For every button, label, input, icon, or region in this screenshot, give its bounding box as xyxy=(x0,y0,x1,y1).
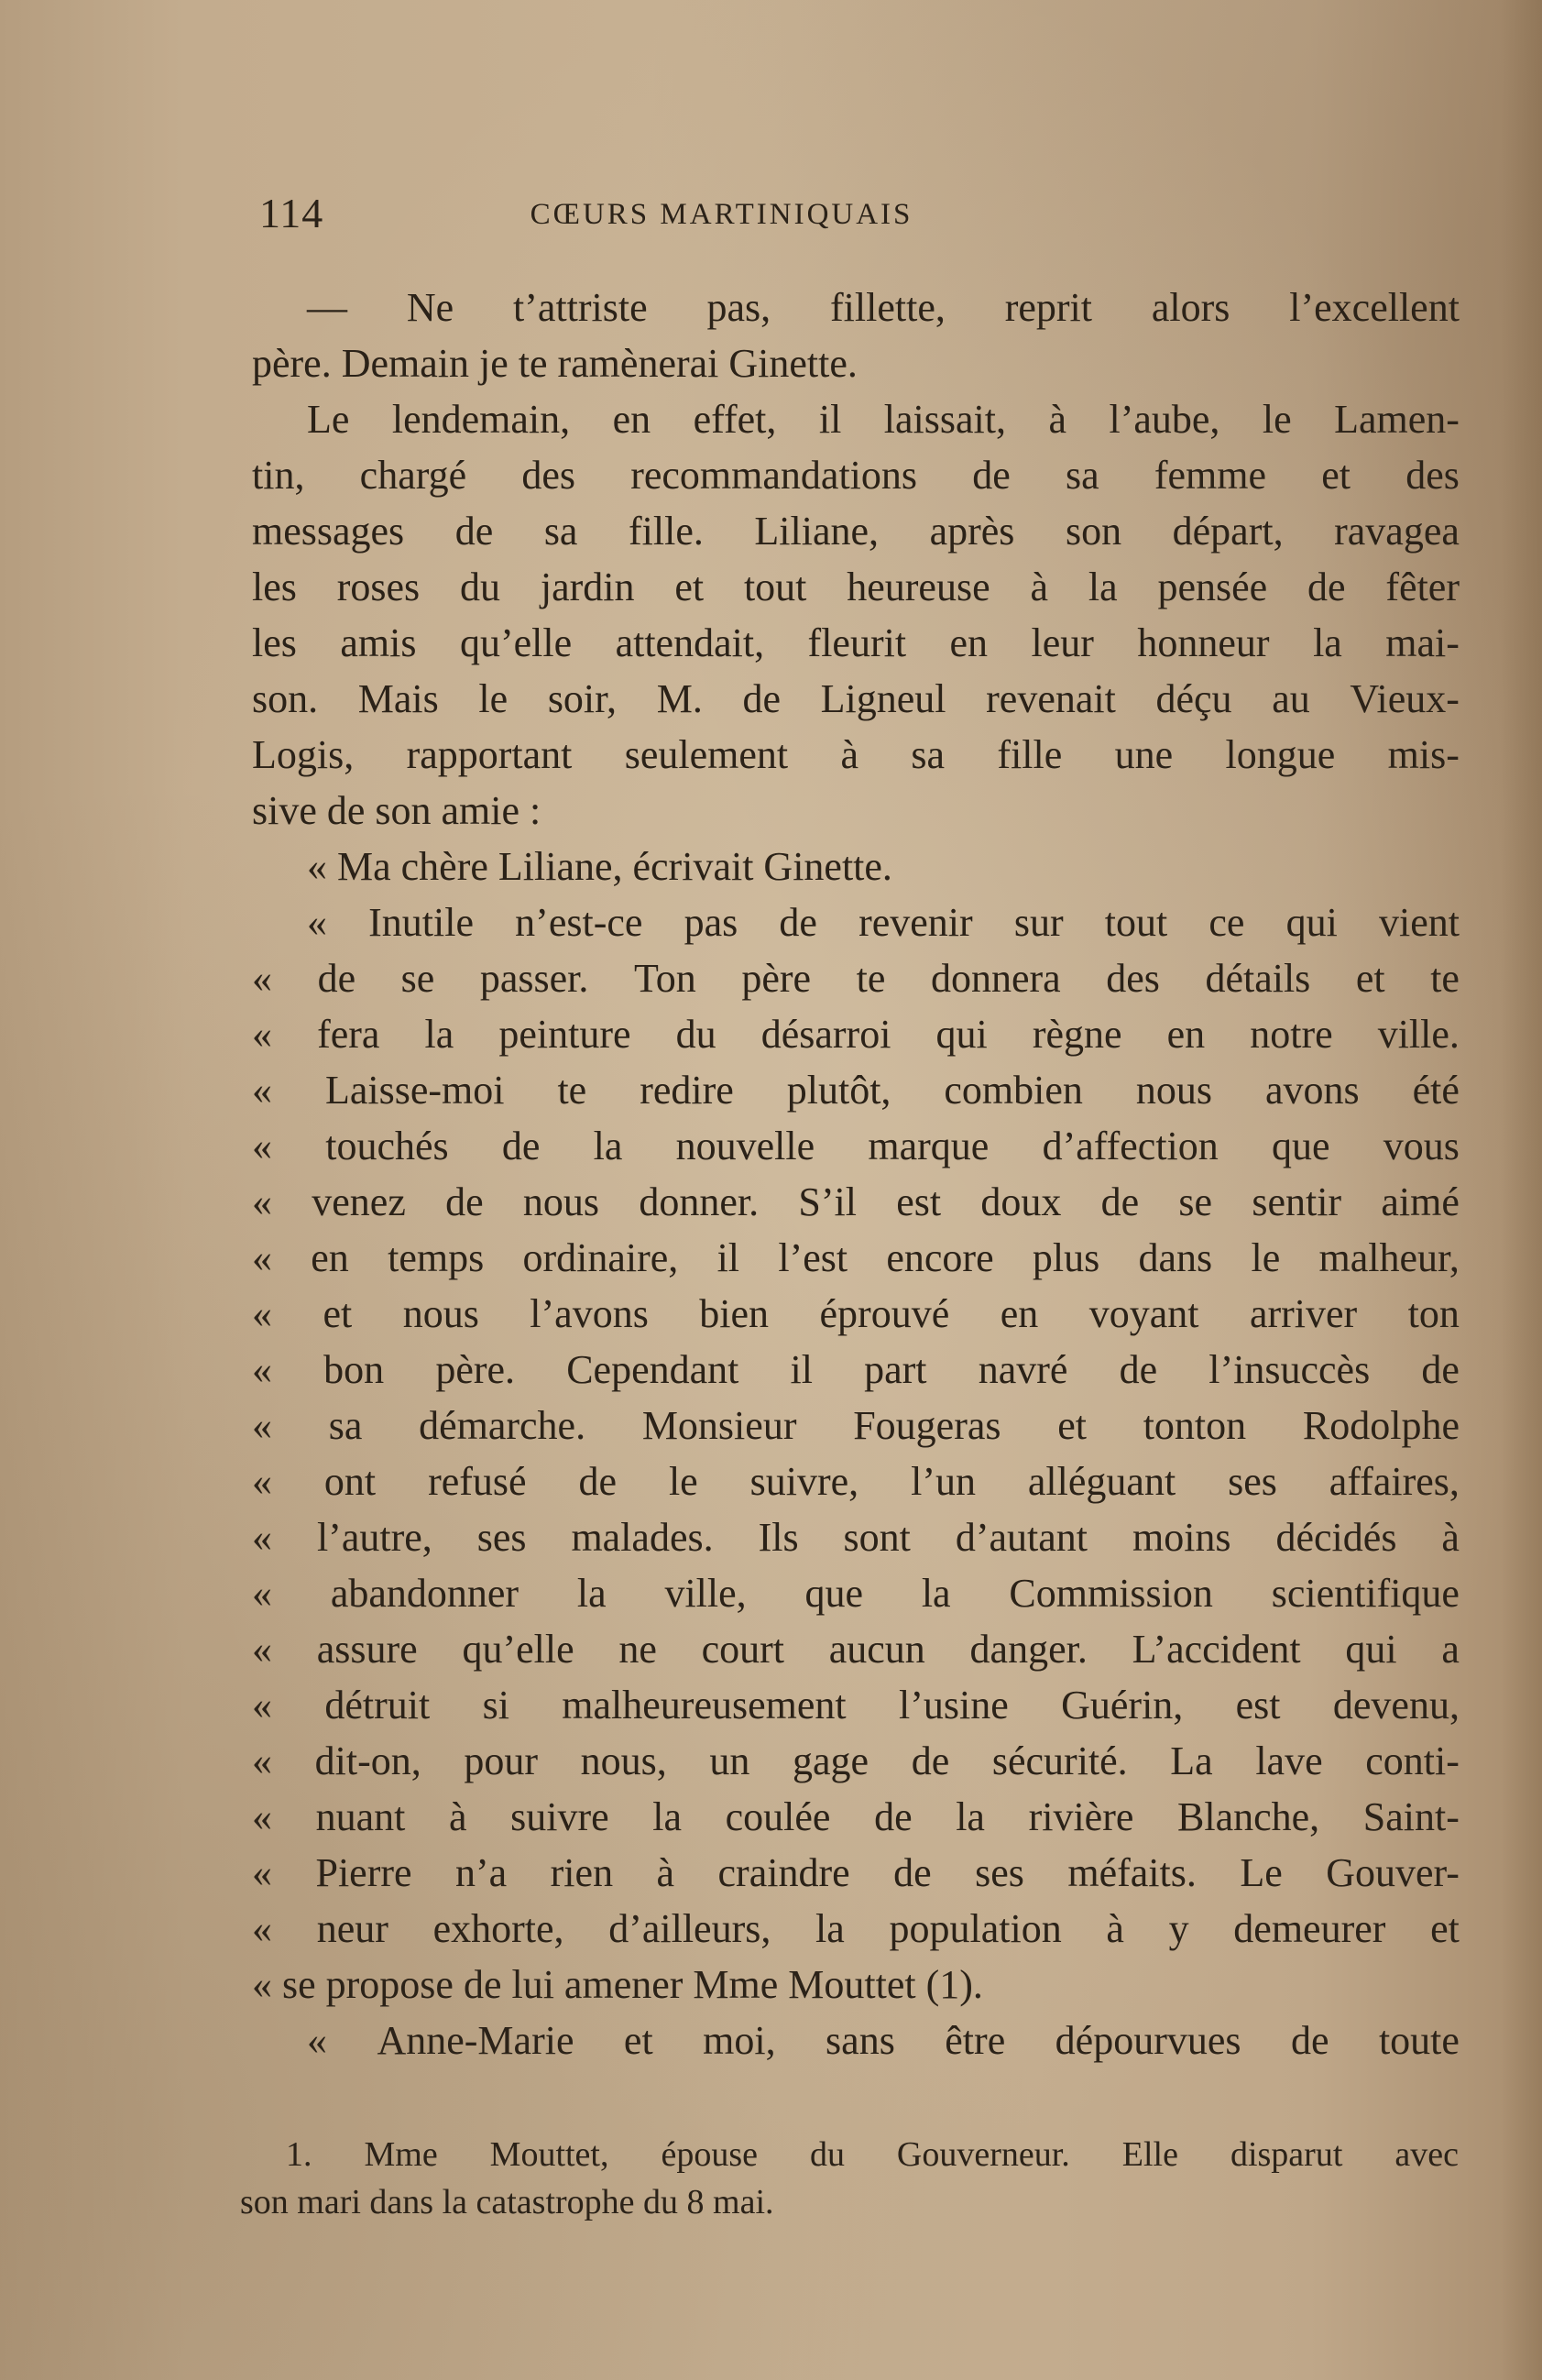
text-line: « touchés de la nouvelle marque d’affection que vous xyxy=(252,1124,1460,1168)
text-line: les amis qu’elle attendait, fleurit en leur honneur la mai- xyxy=(252,620,1460,665)
text-line: Le lendemain, en effet, il laissait, à l’aube, le Lamen- xyxy=(307,397,1460,442)
footnote-line: 1. Mme Mouttet, épouse du Gouverneur. Elle disparut avec xyxy=(286,2135,1459,2174)
text-line: « ont refusé de le suivre, l’un alléguant ses affaires, xyxy=(252,1459,1460,1504)
text-line: « en temps ordinaire, il l’est encore plus dans le malheur, xyxy=(252,1235,1460,1280)
text-line: « venez de nous donner. S’il est doux de se sentir aimé xyxy=(252,1179,1460,1224)
text-line: « détruit si malheureusement l’usine Guérin, est devenu, xyxy=(252,1683,1460,1727)
text-line: « se propose de lui amener Mme Mouttet (1). xyxy=(252,1962,983,2007)
body-text xyxy=(252,280,1460,2068)
text-line: « Pierre n’a rien à craindre de ses méfaits. Le Gouver- xyxy=(252,1850,1460,1895)
text-line: « abandonner la ville, que la Commission scientifique xyxy=(252,1571,1460,1616)
page-edge-shadow xyxy=(1501,0,1542,2380)
text-line: « bon père. Cependant il part navré de l’insuccès de xyxy=(252,1347,1460,1392)
text-line: « Inutile n’est-ce pas de revenir sur tout ce qui vient xyxy=(307,900,1460,945)
text-line: « Anne-Marie et moi, sans être dépourvues de toute xyxy=(307,2018,1460,2063)
text-line: père. Demain je te ramènerai Ginette. xyxy=(252,341,858,386)
text-line: « dit-on, pour nous, un gage de sécurité. La lave conti- xyxy=(252,1738,1460,1783)
text-line: les roses du jardin et tout heureuse à la pensée de fêter xyxy=(252,565,1460,609)
text-line: « nuant à suivre la coulée de la rivière Blanche, Saint- xyxy=(252,1794,1460,1839)
page-header xyxy=(252,189,1109,244)
footnote-line: son mari dans la catastrophe du 8 mai. xyxy=(240,2183,774,2221)
text-line: « de se passer. Ton père te donnera des détails et te xyxy=(252,956,1460,1001)
text-line: « Ma chère Liliane, écrivait Ginette. xyxy=(307,844,892,889)
running-title: CŒURS MARTINIQUAIS xyxy=(530,198,913,231)
page-number: 114 xyxy=(259,190,324,236)
footnote xyxy=(240,2131,1459,2226)
text-line: tin, chargé des recommandations de sa femme et des xyxy=(252,453,1460,498)
text-line: « fera la peinture du désarroi qui règne en notre ville. xyxy=(252,1012,1460,1057)
text-line: « et nous l’avons bien éprouvé en voyant arriver ton xyxy=(252,1291,1460,1336)
text-line: « assure qu’elle ne court aucun danger. L’accident qui a xyxy=(252,1627,1460,1672)
text-line: « Laisse-moi te redire plutôt, combien nous avons été xyxy=(252,1068,1460,1113)
text-line: « sa démarche. Monsieur Fougeras et tonton Rodolphe xyxy=(252,1403,1460,1448)
text-line: messages de sa fille. Liliane, après son départ, ravagea xyxy=(252,509,1460,554)
text-line: son. Mais le soir, M. de Ligneul revenait déçu au Vieux- xyxy=(252,676,1460,721)
text-line: « l’autre, ses malades. Ils sont d’autant moins décidés à xyxy=(252,1515,1460,1560)
text-line: sive de son amie : xyxy=(252,788,541,833)
text-line: « neur exhorte, d’ailleurs, la population à y demeurer et xyxy=(252,1906,1460,1951)
text-line: Logis, rapportant seulement à sa fille une longue mis- xyxy=(252,732,1460,777)
text-line: — Ne t’attriste pas, fillette, reprit alors l’excellent xyxy=(307,285,1460,330)
